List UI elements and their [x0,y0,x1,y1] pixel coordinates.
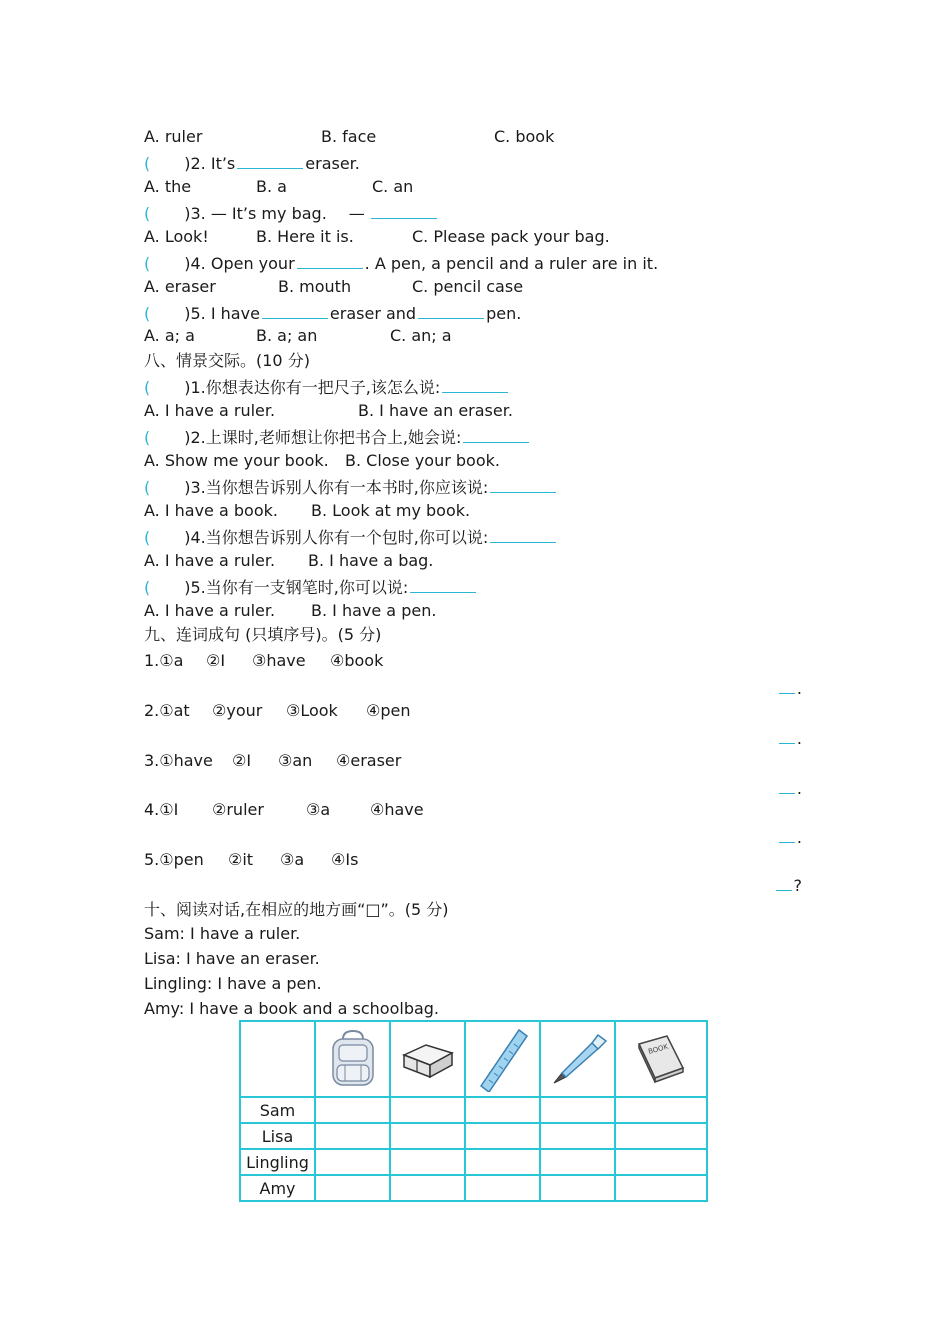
grid-header-ruler [465,1021,540,1097]
schoolbag-icon [325,1029,381,1089]
grid-cell[interactable] [390,1149,465,1175]
eraser-icon [400,1037,456,1081]
s9q5-word: ②it [228,850,254,869]
q1-option-c: C. book [494,127,555,146]
s9q1-answer: . [777,677,802,699]
answer-blank[interactable] [442,376,508,393]
grid-cell[interactable] [465,1149,540,1175]
q5-option-c: C. an; a [390,326,452,345]
dialog-line: Lisa: I have an eraser. [144,949,320,968]
s9q2-word: ④pen [366,701,411,720]
grid-cell[interactable] [465,1097,540,1123]
q2-option-a: A. the [144,177,192,196]
s9q5-word: ③a [280,850,305,869]
s8q3-option-b: B. Look at my book. [311,501,471,520]
s9q1-word: ④book [330,651,384,670]
s9q3-word: ③an [278,751,313,770]
s9q3-word: ④eraser [336,751,402,770]
grid-cell[interactable] [390,1123,465,1149]
grid-cell[interactable] [315,1123,390,1149]
answer-blank[interactable] [463,426,529,443]
grid-cell[interactable] [540,1123,615,1149]
q4-option-c: C. pencil case [412,277,524,296]
q2-option-c: C. an [372,177,414,196]
answer-blank[interactable] [490,476,556,493]
question-4: ( )4. Open your . A pen, a pencil and a ruler are in it. [144,254,659,273]
grid-cell[interactable] [540,1097,615,1123]
dialog-line: Lingling: I have a pen. [144,974,322,993]
s9q1-word: ③have [252,651,306,670]
s8-question-5: ( )5.当你有一支钢笔时,你可以说: [144,576,478,598]
grid-cell[interactable] [615,1175,707,1201]
grid-cell[interactable] [615,1123,707,1149]
grid-cell[interactable] [615,1149,707,1175]
s9q4-word: ②ruler [212,800,264,819]
q5-option-b: B. a; an [256,326,318,345]
answer-blank[interactable] [779,826,795,843]
s9q4-word: 4.①I [144,800,179,819]
answer-grid [239,1020,708,1202]
q1-option-b: B. face [321,127,377,146]
grid-header-eraser [390,1021,465,1097]
q3-option-a: A. Look! [144,227,209,246]
grid-cell[interactable] [390,1175,465,1201]
q5-option-a: A. a; a [144,326,195,345]
q4-option-a: A. eraser [144,277,216,296]
s9q1-word: ②I [206,651,226,670]
s8-question-3: ( )3.当你想告诉别人你有一本书时,你应该说: [144,476,558,498]
section-10-heading: 十、阅读对话,在相应的地方画“□”。(5 分) [144,900,449,919]
answer-blank[interactable] [779,727,795,744]
grid-cell[interactable] [315,1175,390,1201]
q2-option-b: B. a [256,177,287,196]
dialog-line: Amy: I have a book and a schoolbag. [144,999,440,1018]
s9q3-answer: . [777,777,802,799]
s8q5-option-b: B. I have a pen. [311,601,437,620]
grid-name: Lisa [240,1123,315,1149]
grid-name: Lingling [240,1149,315,1175]
s9q4-word: ④have [370,800,424,819]
s9q5-word: ④Is [331,850,359,869]
s9q4-answer: . [777,826,802,848]
grid-cell[interactable] [540,1175,615,1201]
s9q3-word: 3.①have [144,751,213,770]
dialog-line: Sam: I have a ruler. [144,924,301,943]
answer-blank[interactable] [779,677,795,694]
s8q5-option-a: A. I have a ruler. [144,601,276,620]
s8q4-option-b: B. I have a bag. [308,551,434,570]
grid-cell[interactable] [540,1149,615,1175]
grid-corner [240,1021,315,1097]
question-5: ( )5. I have eraser and pen. [144,304,522,323]
s9q2-answer: . [777,727,802,749]
grid-cell[interactable] [315,1149,390,1175]
grid-cell[interactable] [465,1123,540,1149]
grid-cell[interactable] [615,1097,707,1123]
answer-blank[interactable] [776,874,792,891]
book-icon [633,1034,689,1084]
answer-blank[interactable] [297,252,363,269]
answer-blank[interactable] [779,777,795,794]
s9q5-word: 5.①pen [144,850,204,869]
s8q2-option-a: A. Show me your book. [144,451,329,470]
q3-option-c: C. Please pack your bag. [412,227,610,246]
grid-header-schoolbag [315,1021,390,1097]
q1-option-a: A. ruler [144,127,203,146]
grid-name: Amy [240,1175,315,1201]
pen-icon [548,1029,608,1089]
question-3: ( )3. — It’s my bag. — [144,202,439,224]
grid-cell[interactable] [390,1097,465,1123]
grid-header-book [615,1021,707,1097]
answer-blank[interactable] [418,302,484,319]
answer-paren: ( [144,154,151,173]
grid-cell[interactable] [465,1175,540,1201]
s8-question-2: ( )2.上课时,老师想让你把书合上,她会说: [144,426,531,448]
s9q2-word: ②your [212,701,263,720]
grid-name: Sam [240,1097,315,1123]
question-2: ( )2. It’s eraser. [144,154,360,173]
s8q2-option-b: B. Close your book. [345,451,500,470]
book-cover-text: BOOK [647,1042,670,1056]
section-8-heading: 八、情景交际。(10 分) [144,351,310,370]
s8-question-1: ( )1.你想表达你有一把尺子,该怎么说: [144,376,510,398]
answer-blank[interactable] [371,202,437,219]
answer-blank[interactable] [410,576,476,593]
s8q1-option-a: A. I have a ruler. [144,401,276,420]
s9q1-word: 1.①a [144,651,184,670]
s8q1-option-b: B. I have an eraser. [358,401,513,420]
s9q2-word: ③Look [286,701,338,720]
q3-option-b: B. Here it is. [256,227,354,246]
s8q4-option-a: A. I have a ruler. [144,551,276,570]
s8q3-option-a: A. I have a book. [144,501,278,520]
grid-header-pen [540,1021,615,1097]
s8-question-4: ( )4.当你想告诉别人你有一个包时,你可以说: [144,526,558,548]
s9q2-word: 2.①at [144,701,190,720]
ruler-icon [475,1026,531,1092]
answer-blank[interactable] [237,152,303,169]
s9q4-word: ③a [306,800,331,819]
answer-blank[interactable] [490,526,556,543]
answer-blank[interactable] [262,302,328,319]
section-9-heading: 九、连词成句 (只填序号)。(5 分) [144,625,382,644]
s9q5-answer: ? [774,874,803,896]
s9q3-word: ②I [232,751,252,770]
grid-cell[interactable] [315,1097,390,1123]
q4-option-b: B. mouth [278,277,352,296]
